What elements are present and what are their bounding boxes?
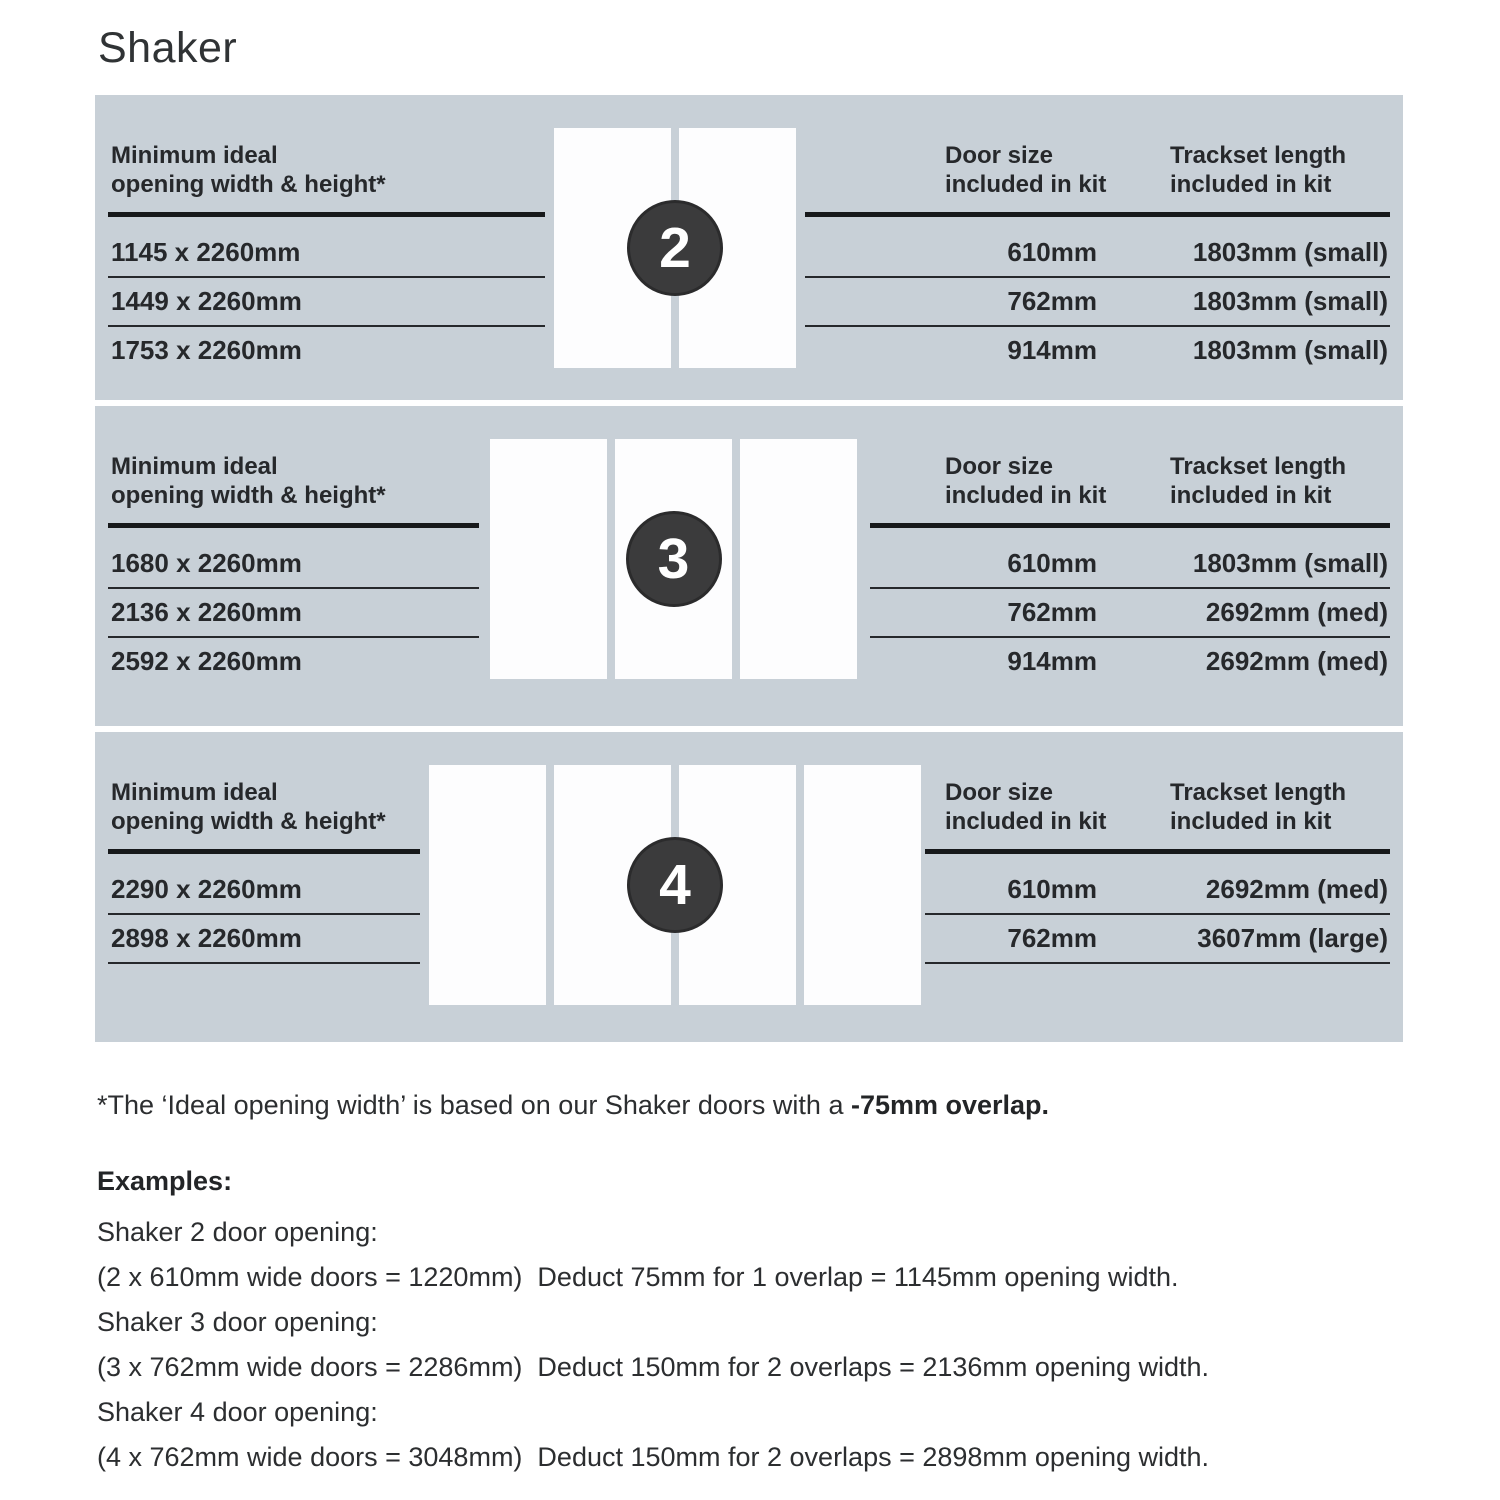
opening-size-rows	[108, 217, 545, 374]
door-panel	[740, 439, 857, 679]
table-row	[108, 540, 479, 589]
trackset-header-line2: included in kit	[1170, 171, 1332, 198]
spec-panel	[95, 95, 1403, 1042]
table-row	[108, 327, 545, 374]
door-size-value: 762mm	[1007, 597, 1097, 627]
door-size-value: 610mm	[1007, 237, 1097, 267]
trackset-header	[1125, 452, 1390, 510]
door-count-badge: 4	[627, 837, 723, 933]
kit-table-header	[870, 452, 1390, 510]
example-line: (3 x 762mm wide doors = 2286mm) Deduct 150mm for 2 overlaps = 2136mm opening width.	[97, 1352, 1210, 1382]
kit-table-2door	[805, 141, 1390, 374]
table-row	[805, 229, 1390, 278]
door-size-header-line2: included in kit	[945, 171, 1107, 198]
door-size-header-line2: included in kit	[945, 482, 1107, 509]
opening-size-header-line2: opening width & height*	[111, 808, 386, 835]
opening-size-header	[108, 141, 545, 199]
door-size-value: 610mm	[1007, 874, 1097, 904]
opening-size-value: 2290 x 2260mm	[111, 874, 302, 904]
door-size-header	[925, 778, 1125, 836]
trackset-length-value: 2692mm (med)	[1205, 874, 1388, 904]
table-row	[925, 866, 1390, 915]
door-size-value: 762mm	[1007, 923, 1097, 953]
trackset-header	[1125, 778, 1390, 836]
opening-size-value: 2136 x 2260mm	[111, 597, 302, 627]
example-line: (2 x 610mm wide doors = 1220mm) Deduct 75mm for 1 overlap = 1145mm opening width.	[97, 1262, 1179, 1292]
opening-size-value: 1680 x 2260mm	[111, 548, 302, 578]
trackset-header	[1125, 141, 1390, 199]
door-size-value: 914mm	[1007, 646, 1097, 676]
door-size-value: 762mm	[1007, 286, 1097, 316]
opening-size-header-line1: Minimum ideal	[111, 453, 278, 480]
example-line: Shaker 3 door opening:	[97, 1307, 378, 1337]
opening-size-header	[108, 452, 479, 510]
example-line: Shaker 4 door opening:	[97, 1397, 378, 1427]
kit-table-4door	[925, 778, 1390, 964]
opening-size-rows	[108, 854, 420, 964]
trackset-length-value: 1803mm (small)	[1192, 548, 1388, 578]
section-2-door	[95, 95, 1403, 400]
examples-heading: Examples:	[97, 1166, 233, 1196]
opening-size-value: 2592 x 2260mm	[111, 646, 302, 676]
table-row	[108, 915, 420, 964]
kit-rows	[925, 854, 1390, 964]
door-diagram-3	[490, 439, 857, 679]
opening-size-table-4door	[108, 778, 420, 964]
opening-size-value: 2898 x 2260mm	[111, 923, 302, 953]
opening-size-value: 1449 x 2260mm	[111, 286, 302, 316]
trackset-header-line1: Trackset length	[1170, 779, 1347, 806]
opening-size-table-2door	[108, 141, 545, 374]
door-size-header-line2: included in kit	[945, 808, 1107, 835]
kit-rows	[870, 528, 1390, 685]
kit-table-3door	[870, 452, 1390, 685]
opening-size-table-3door	[108, 452, 479, 685]
door-diagram-2	[554, 128, 796, 368]
overlap-footnote	[97, 1090, 1049, 1121]
page-title: Shaker	[98, 24, 238, 72]
table-row	[108, 278, 545, 327]
example-line: Shaker 2 door opening:	[97, 1217, 378, 1247]
kit-rows	[805, 217, 1390, 374]
opening-size-header-line1: Minimum ideal	[111, 142, 278, 169]
opening-size-header-line2: opening width & height*	[111, 171, 386, 198]
opening-size-header-line1: Minimum ideal	[111, 779, 278, 806]
examples-list	[97, 1210, 1209, 1480]
door-panel	[804, 765, 921, 1005]
trackset-length-value: 1803mm (small)	[1192, 335, 1388, 365]
section-3-door	[95, 406, 1403, 726]
table-row	[108, 229, 545, 278]
section-4-door	[95, 732, 1403, 1042]
opening-size-header	[108, 778, 420, 836]
door-size-header-line1: Door size	[945, 779, 1054, 806]
trackset-length-value: 2692mm (med)	[1205, 597, 1388, 627]
table-row	[108, 589, 479, 638]
door-panel	[490, 439, 607, 679]
door-size-header	[805, 141, 1125, 199]
table-row	[870, 638, 1390, 685]
table-row	[870, 540, 1390, 589]
trackset-header-line1: Trackset length	[1170, 142, 1347, 169]
door-count-badge: 2	[627, 200, 723, 296]
door-size-value: 610mm	[1007, 548, 1097, 578]
kit-table-header	[805, 141, 1390, 199]
table-row	[925, 915, 1390, 964]
trackset-header-line2: included in kit	[1170, 482, 1332, 509]
trackset-length-value: 3607mm (large)	[1197, 923, 1388, 953]
door-size-value: 914mm	[1007, 335, 1097, 365]
trackset-length-value: 2692mm (med)	[1205, 646, 1388, 676]
trackset-length-value: 1803mm (small)	[1192, 237, 1388, 267]
door-size-header	[870, 452, 1125, 510]
trackset-length-value: 1803mm (small)	[1192, 286, 1388, 316]
trackset-header-line1: Trackset length	[1170, 453, 1347, 480]
opening-size-rows	[108, 528, 479, 685]
footnote-text: *The ‘Ideal opening width’ is based on our Shaker doors with a	[97, 1090, 851, 1120]
table-row	[805, 278, 1390, 327]
table-row	[108, 638, 479, 685]
door-size-header-line1: Door size	[945, 453, 1054, 480]
door-count-badge: 3	[626, 511, 722, 607]
footnote-bold: -75mm overlap.	[850, 1090, 1050, 1120]
door-diagram-4	[429, 765, 921, 1005]
door-size-header-line1: Door size	[945, 142, 1054, 169]
trackset-header-line2: included in kit	[1170, 808, 1332, 835]
table-row	[805, 327, 1390, 374]
table-row	[870, 589, 1390, 638]
opening-size-value: 1145 x 2260mm	[111, 237, 301, 267]
example-line: (4 x 762mm wide doors = 3048mm) Deduct 150mm for 2 overlaps = 2898mm opening width.	[97, 1442, 1210, 1472]
table-row	[108, 866, 420, 915]
kit-table-header	[925, 778, 1390, 836]
opening-size-value: 1753 x 2260mm	[111, 335, 302, 365]
opening-size-header-line2: opening width & height*	[111, 482, 386, 509]
door-panel	[429, 765, 546, 1005]
